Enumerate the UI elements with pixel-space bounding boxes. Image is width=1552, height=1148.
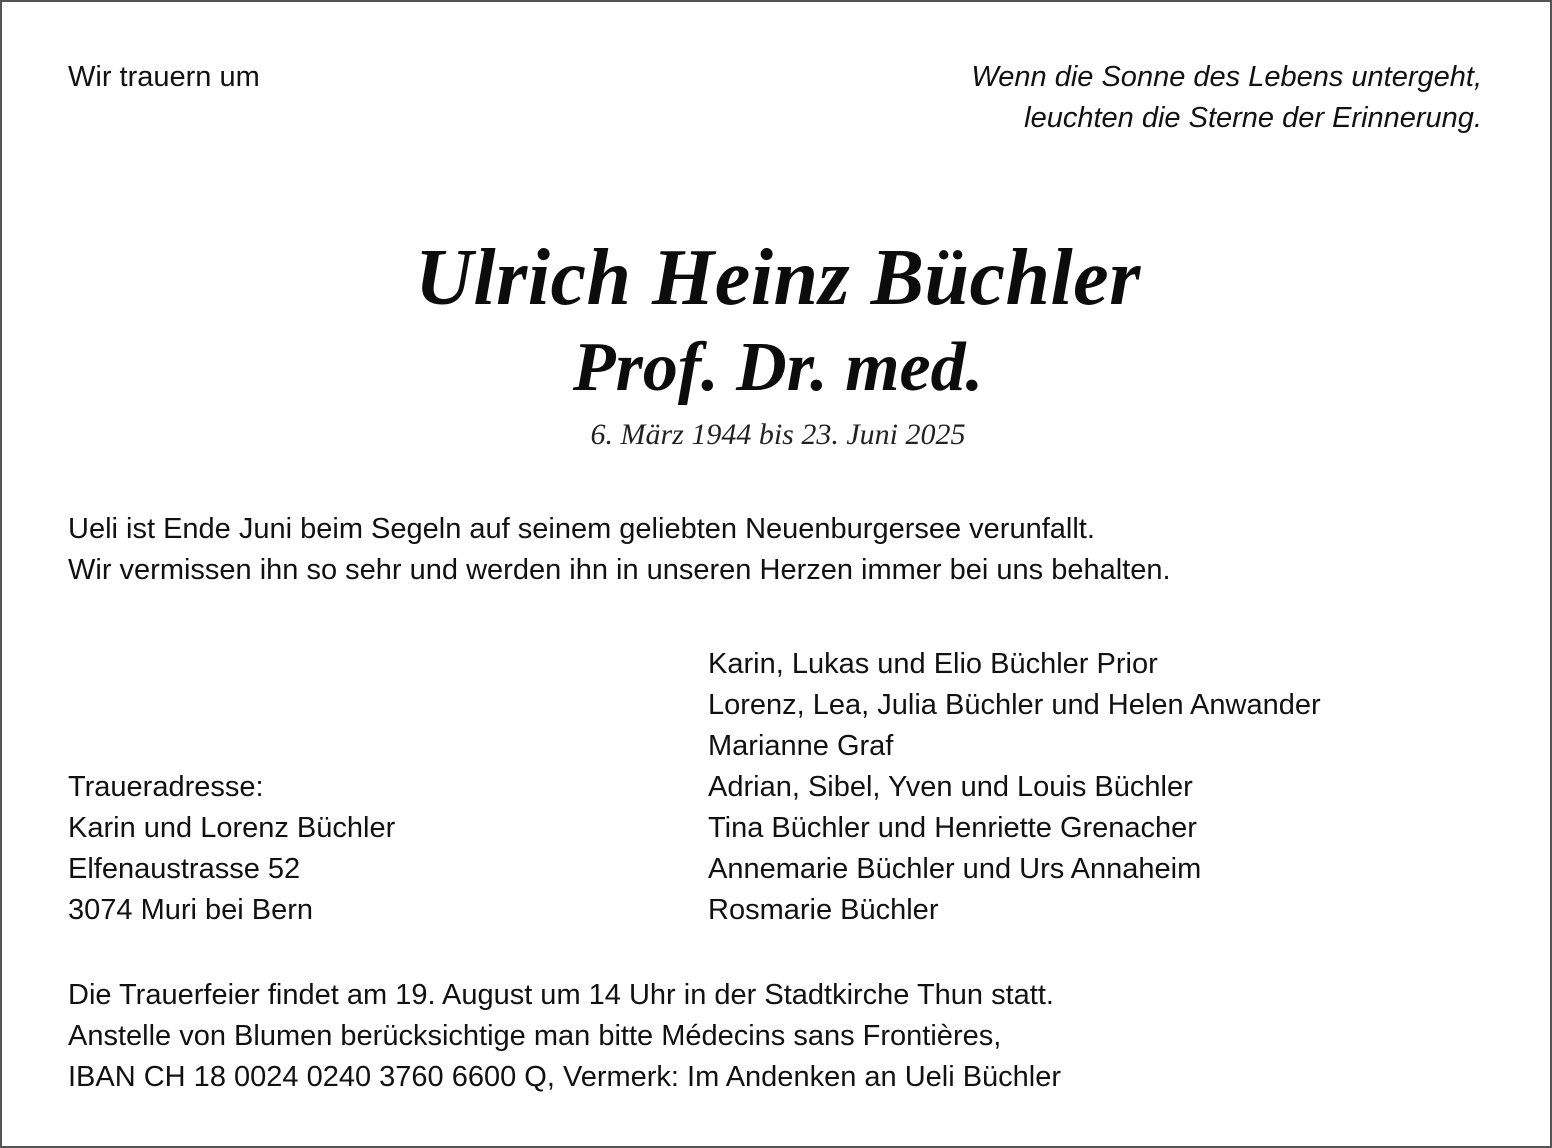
mourner-entry: Annemarie Büchler und Urs Annaheim bbox=[708, 853, 1202, 885]
address-street: Elfenaustrasse 52 bbox=[68, 853, 301, 885]
address-city: 3074 Muri bei Bern bbox=[68, 894, 314, 926]
mourner-entry: Lorenz, Lea, Julia Büchler und Helen Anwander bbox=[708, 689, 1321, 721]
life-dates: 6. März 1944 bis 23. Juni 2025 bbox=[590, 418, 966, 451]
mourning-message bbox=[68, 509, 1171, 591]
service-line: Die Trauerfeier findet am 19. August um 14 Uhr in der Stadtkirche Thun statt. bbox=[68, 979, 1054, 1011]
donation-line: Anstelle von Blumen berücksichtige man bitte Médecins sans Frontières, bbox=[68, 1020, 1002, 1052]
message-line: Wir vermissen ihn so sehr und werden ihn in unseren Herzen immer bei uns behalten. bbox=[68, 554, 1171, 586]
mourner-entry: Karin, Lukas und Elio Büchler Prior bbox=[708, 648, 1158, 680]
memorial-quote bbox=[971, 57, 1482, 139]
funeral-service-info bbox=[68, 975, 1061, 1098]
quote-line: Wenn die Sonne des Lebens untergeht, bbox=[971, 61, 1482, 93]
mourner-entry: Rosmarie Büchler bbox=[708, 894, 939, 926]
quote-line: leuchten die Sterne der Erinnerung. bbox=[1024, 102, 1482, 134]
address-names: Karin und Lorenz Büchler bbox=[68, 812, 396, 844]
mourner-entry: Tina Büchler und Henriette Grenacher bbox=[708, 812, 1197, 844]
address-heading: Traueradresse: bbox=[68, 771, 264, 803]
iban-line: IBAN CH 18 0024 0240 3760 6600 Q, Vermerk: Im Andenken an Ueli Büchler bbox=[68, 1061, 1062, 1093]
mourners-list bbox=[708, 644, 1321, 931]
message-line: Ueli ist Ende Juni beim Segeln auf seinem geliebten Neuenburgersee verunfallt. bbox=[68, 513, 1095, 545]
deceased-name: Ulrich Heinz Büchler bbox=[415, 234, 1141, 322]
mourning-address bbox=[68, 767, 395, 931]
mourner-entry: Adrian, Sibel, Yven und Louis Büchler bbox=[708, 771, 1193, 803]
intro-text: Wir trauern um bbox=[68, 61, 260, 93]
deceased-title: Prof. Dr. med. bbox=[572, 329, 984, 406]
mourner-entry: Marianne Graf bbox=[708, 730, 894, 762]
